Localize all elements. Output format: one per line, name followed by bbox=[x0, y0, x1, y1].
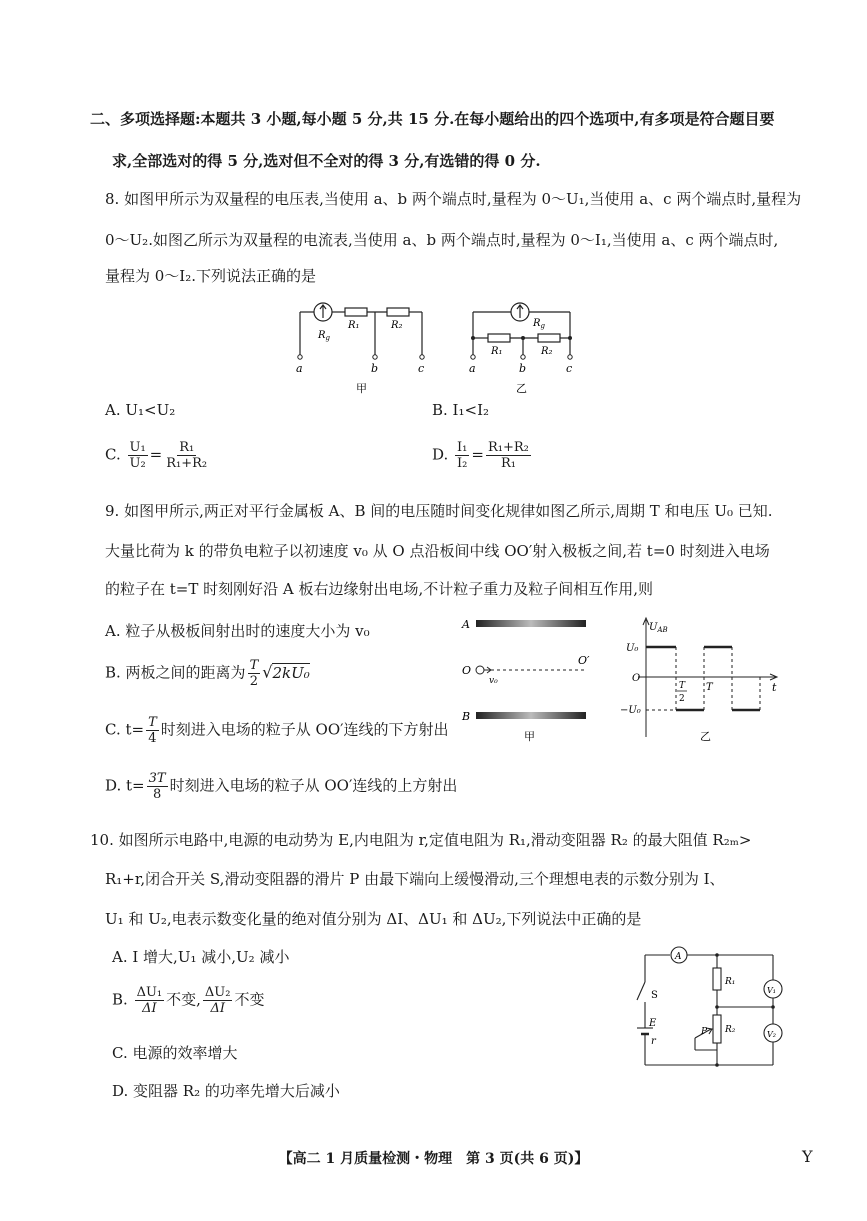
voltmeter-v2-label: V₂ bbox=[767, 1030, 776, 1039]
q9-figure-yi bbox=[618, 612, 788, 747]
q8-option-d: D. $\frac{\text{I₁}}{\text{I₂}}$ = $\frac{\text{R₁+R₂}}{\text{R₁}}$ bbox=[432, 440, 529, 471]
ammeter-label: A bbox=[675, 952, 682, 962]
page-footer: 【高二 1 月质量检测・物理 第 3 页(共 6 页)】 bbox=[278, 1151, 589, 1167]
q8-jia-a-label: a bbox=[296, 362, 303, 375]
q8-option-c: C. $\frac{\text{U₁}}{\text{U₂}}$ = $\frac{\text{R₁}}{\text{R₁+R₂}}$ bbox=[105, 440, 208, 471]
q10-r1-label: R₁ bbox=[725, 977, 736, 987]
q9-jia-v-label: v₀ bbox=[489, 676, 498, 686]
q9-option-c: C. t= $\frac{T}{4}$ 时刻进入电场的粒子从 OO′连线的下方射出 bbox=[105, 715, 449, 746]
q8-yi-c-label: c bbox=[566, 362, 573, 375]
q9-jia-a-label: A bbox=[462, 618, 470, 631]
version-mark: Y bbox=[802, 1147, 813, 1166]
q8-yi-g-label: $R_g$ bbox=[533, 318, 546, 330]
q9-jia-o2-label: O′ bbox=[578, 654, 590, 667]
q9-yi-neg-u0-label: −U₀ bbox=[620, 705, 641, 716]
q9-yi-thalf-num: T bbox=[679, 681, 686, 691]
q9-yi-thalf-den: 2 bbox=[679, 694, 685, 704]
q9-yi-caption: 乙 bbox=[700, 730, 711, 743]
q8-jia-r1-label: R₁ bbox=[348, 320, 360, 331]
q8-figure-yi bbox=[463, 300, 583, 400]
q8-line2: 0～U₂.如图乙所示为双量程的电流表,当使用 a、b 两个端点时,量程为 0～I₁,当使用 a、c 两个端点时, bbox=[105, 231, 779, 249]
q8-option-a: A. U₁<U₂ bbox=[105, 401, 176, 419]
q10-option-a: A. I 增大,U₁ 减小,U₂ 减小 bbox=[112, 948, 290, 966]
q10-line3: U₁ 和 U₂,电表示数变化量的绝对值分别为 ΔI、ΔU₁ 和 ΔU₂,下列说法中正确的是 bbox=[105, 910, 642, 928]
q9-yi-t-tick: T bbox=[706, 682, 713, 693]
section-heading-line2: 求,全部选对的得 5 分,选对但不全对的得 3 分,有选错的得 0 分. bbox=[112, 152, 541, 170]
q10-circuit-figure bbox=[625, 940, 795, 1075]
q9-jia-caption: 甲 bbox=[524, 730, 535, 743]
q8-yi-r2-label: R₂ bbox=[541, 346, 553, 357]
q9-jia-b-label: B bbox=[462, 710, 471, 723]
q10-line1: 10. 如图所示电路中,电源的电动势为 E,内电阻为 r,定值电阻为 R₁,滑动变阻器 R₂ 的最大阻值 R₂ₘ> bbox=[90, 831, 752, 849]
q8-jia-b-label: b bbox=[371, 362, 379, 375]
switch-s-label: S bbox=[651, 990, 658, 1001]
q10-r2-label: R₂ bbox=[725, 1025, 736, 1035]
q8-yi-caption: 乙 bbox=[516, 382, 527, 395]
q8-jia-c-label: c bbox=[418, 362, 425, 375]
q9-yi-o-label: O bbox=[632, 673, 641, 684]
q9-figure-jia bbox=[458, 612, 608, 747]
q9-line3: 的粒子在 t=T 时刻刚好沿 A 板右边缘射出电场,不计粒子重力及粒子间相互作用,则 bbox=[105, 580, 654, 598]
plate-b bbox=[476, 712, 586, 719]
q10-option-b: B. $\frac{\text{ΔU₁}}{\Delta I}$ 不变, $\frac{\text{ΔU₂}}{\Delta I}$ 不变 bbox=[112, 985, 265, 1016]
q8-line1: 8. 如图甲所示为双量程的电压表,当使用 a、b 两个端点时,量程为 0～U₁,当使用 a、c 两个端点时,量程为 bbox=[105, 190, 802, 208]
q8-jia-r2-label: R₂ bbox=[391, 320, 403, 331]
q9-yi-t-axis-label: t bbox=[772, 681, 777, 694]
q8-line3: 量程为 0～I₂.下列说法正确的是 bbox=[105, 267, 317, 285]
slider-p-label: P bbox=[701, 1027, 708, 1037]
q10-option-d: D. 变阻器 R₂ 的功率先增大后减小 bbox=[112, 1082, 340, 1100]
emf-e-label: E bbox=[649, 1018, 657, 1029]
internal-r-label: r bbox=[651, 1036, 656, 1047]
q8-yi-b-label: b bbox=[519, 362, 527, 375]
q8-option-b: B. I₁<I₂ bbox=[432, 401, 490, 419]
q8-figure-jia bbox=[290, 300, 440, 400]
q8-jia-caption: 甲 bbox=[356, 382, 367, 395]
q9-line1: 9. 如图甲所示,两正对平行金属板 A、B 间的电压随时间变化规律如图乙所示,周期 T 和电压 U₀ 已知. bbox=[105, 502, 773, 520]
q8-yi-r1-label: R₁ bbox=[491, 346, 503, 357]
section-heading-line1: 二、多项选择题:本题共 3 小题,每小题 5 分,共 15 分.在每小题给出的四个选项中,有多项是符合题目要 bbox=[90, 110, 775, 128]
q10-line2: R₁+r,闭合开关 S,滑动变阻器的滑片 P 由最下端向上缓慢滑动,三个理想电表的示数分别为 I、 bbox=[105, 870, 725, 888]
q9-option-a: A. 粒子从极板间射出时的速度大小为 v₀ bbox=[105, 622, 370, 640]
q8-jia-g-label: $R_g$ bbox=[318, 330, 331, 342]
plate-a bbox=[476, 620, 586, 627]
q8-yi-a-label: a bbox=[469, 362, 476, 375]
q9-yi-u0-label: U₀ bbox=[626, 643, 639, 654]
q9-option-b: B. 两板之间的距离为 $\frac{T}{2}$ √2kU₀ bbox=[105, 658, 310, 689]
q9-yi-y-label: $U_{AB}$ bbox=[649, 622, 668, 634]
q10-option-c: C. 电源的效率增大 bbox=[112, 1044, 238, 1062]
voltmeter-v1-label: V₁ bbox=[767, 986, 776, 995]
q9-line2: 大量比荷为 k 的带负电粒子以初速度 v₀ 从 O 点沿板间中线 OO′射入极板之间,若 t=0 时刻进入电场 bbox=[105, 542, 770, 560]
q9-jia-o-label: O bbox=[462, 664, 472, 677]
q9-option-d: D. t= $\frac{3T}{8}$ 时刻进入电场的粒子从 OO′连线的上方射出 bbox=[105, 771, 458, 802]
